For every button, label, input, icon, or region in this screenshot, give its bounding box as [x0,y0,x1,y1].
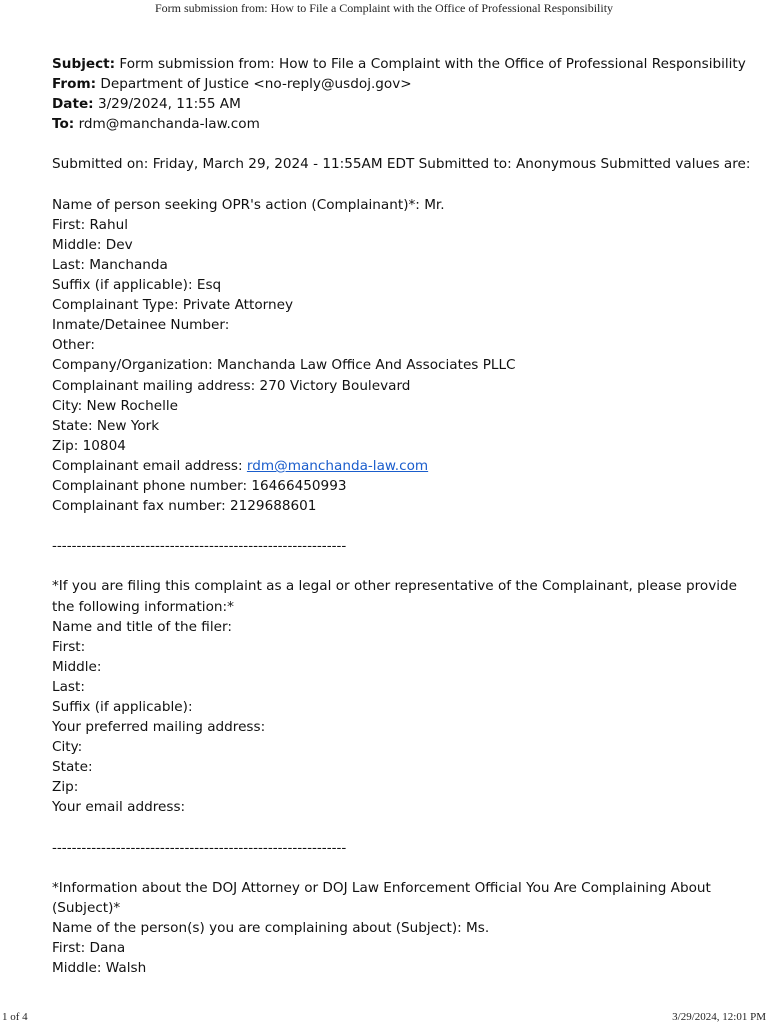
section-divider: ------------------------------------------------------------ [52,839,347,856]
from-label: From: [52,76,97,93]
subject-line [52,54,746,74]
complainant-name-line: Name of person seeking OPR's action (Complainant)*: Mr. [52,196,445,213]
complainant-suffix: Suffix (if applicable): Esq [52,277,222,294]
complainant-zip: Zip: 10804 [52,437,126,454]
filer-state: State: [52,759,93,776]
subject-value: Form submission from: How to File a Complaint with the Office of Professional Responsibility [119,56,746,72]
representative-heading: *If you are filing this complaint as a legal or other representative of the Complainant, please provide the following information:* [52,578,738,615]
subject-section-heading: *Information about the DOJ Attorney or DOJ Law Enforcement Official You Are Complaining About (Subject)* [52,879,711,916]
filer-suffix: Suffix (if applicable): [52,699,193,715]
date-line [52,94,742,114]
filer-middle: Middle: [52,658,102,675]
filer-mailing-address: Your preferred mailing address: [52,719,266,736]
to-value: rdm@manchanda-law.com [78,116,260,133]
print-timestamp: 3/29/2024, 12:01 PM [672,1011,766,1023]
complainant-address: Complainant mailing address: 270 Victory Boulevard [52,377,411,394]
date-label: Date: [52,96,94,113]
complainant-middle: Middle: Dev [52,236,133,253]
to-line [52,114,742,134]
complainant-phone: Complainant phone number: 16466450993 [52,477,347,494]
page-number: 1 of 4 [2,1011,28,1023]
complainant-city: City: New Rochelle [52,397,179,414]
filer-zip: Zip: [52,779,79,796]
email-body [52,54,751,978]
complainant-email-link[interactable]: rdm@manchanda-law.com [246,457,429,474]
complainant-type: Complainant Type: Private Attorney [52,297,294,314]
to-label: To: [52,116,75,133]
subject-middle: Middle: Walsh [52,960,147,977]
filer-name-title: Name and title of the filer: [52,618,232,635]
print-footer [0,1010,768,1024]
submission-intro: Submitted on: Friday, March 29, 2024 - 11:55AM EDT Submitted to: Anonymous Submitted values are: [52,156,751,173]
subject-label: Subject: [52,56,116,72]
from-value: Department of Justice <no-reply@usdoj.gov> [100,76,412,93]
filer-email: Your email address: [52,799,186,816]
complainant-last: Last: Manchanda [52,256,168,273]
subject-first: First: Dana [52,940,126,957]
from-line [52,74,742,94]
date-value: 3/29/2024, 11:55 AM [97,96,241,113]
inmate-number: Inmate/Detainee Number: [52,317,230,334]
complainant-first: First: Rahul [52,216,128,233]
filer-first: First: [52,638,86,655]
subject-name-line: Name of the person(s) you are complaining about (Subject): Ms. [52,920,490,937]
print-header-title: Form submission from: How to File a Complaint with the Office of Professional Responsibility [154,1,614,15]
complainant-email-line [52,456,742,476]
filer-city: City: [52,739,83,756]
section-divider: ------------------------------------------------------------ [52,538,347,555]
complainant-state: State: New York [52,417,160,434]
filer-last: Last: [52,678,85,695]
complainant-other: Other: [52,337,95,354]
complainant-email-label: Complainant email address: [52,457,247,474]
complainant-fax: Complainant fax number: 2129688601 [52,498,317,515]
complainant-company: Company/Organization: Manchanda Law Office And Associates PLLC [52,357,516,374]
